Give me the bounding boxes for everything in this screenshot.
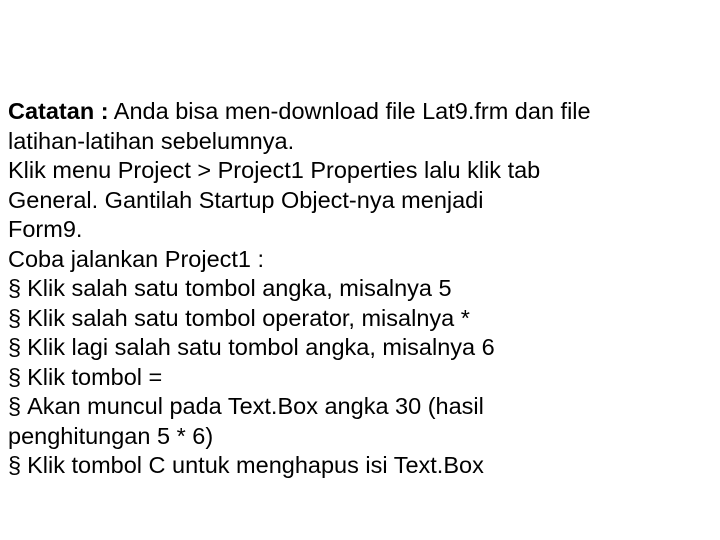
note-line [8,97,708,127]
step-item [8,333,708,363]
note-text: Anda bisa men-download file Lat9.frm dan file [108,98,591,124]
bullet-icon: § [8,334,22,360]
step-item [8,304,708,334]
step-item [8,363,708,393]
instruction-line: Klik menu Project > Project1 Properties lalu klik tab [8,157,541,183]
note-text-continued: latihan-latihan sebelumnya. [8,127,295,154]
step-text: Akan muncul pada Text.Box angka 30 (hasil [27,393,484,419]
bullet-icon: § [8,304,22,331]
bullet-icon: § [8,363,22,390]
bullet-icon: § [8,452,22,478]
note-label: Catatan : [8,98,109,124]
step-item [8,451,708,481]
step-text-continued: penghitungan 5 * 6) [8,422,214,449]
run-heading: Coba jalankan Project1 : [8,245,265,272]
slide-content [8,97,708,481]
step-text: Klik tombol C untuk menghapus isi Text.Box [27,452,484,478]
step-text: Klik tombol = [27,363,163,390]
step-item [8,392,708,422]
step-text: Klik lagi salah satu tombol angka, misalnya 6 [27,334,495,360]
instruction-line: General. Gantilah Startup Object-nya menjadi [8,186,484,213]
instruction-line: Form9. [8,216,83,242]
bullet-icon: § [8,393,22,419]
step-text: Klik salah satu tombol operator, misalnya * [27,304,470,331]
step-text: Klik salah satu tombol angka, misalnya 5 [27,275,452,301]
step-item [8,274,708,304]
bullet-icon: § [8,275,22,301]
